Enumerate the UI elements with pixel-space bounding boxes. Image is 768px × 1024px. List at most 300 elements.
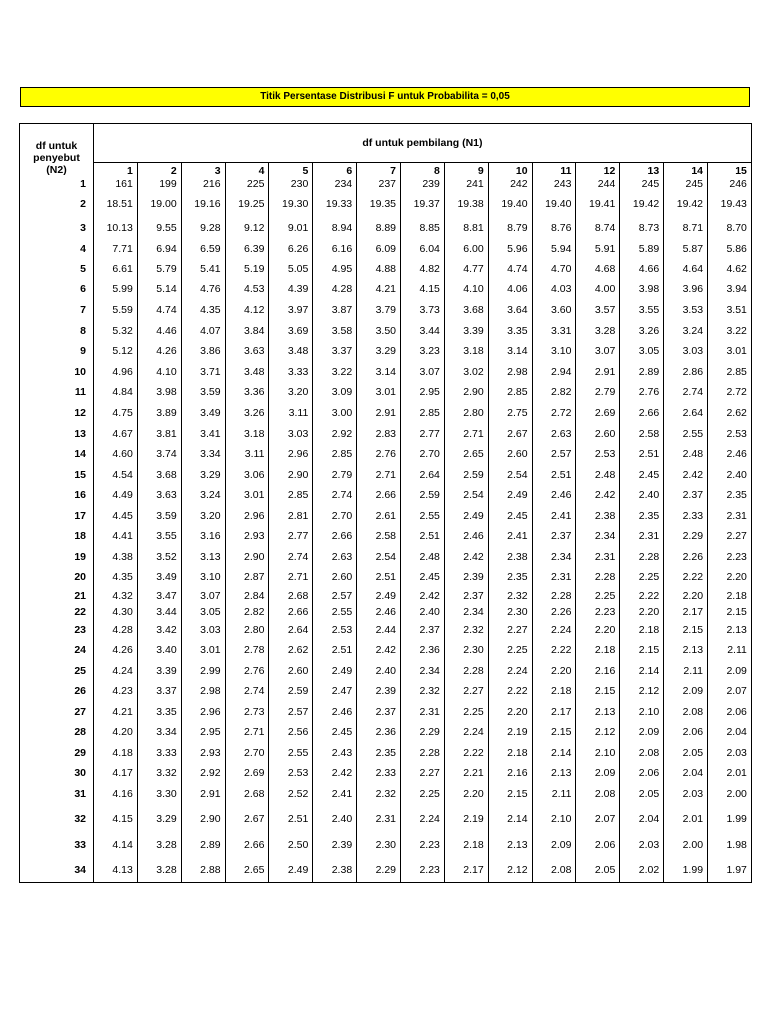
table-cell: 2.98 — [181, 681, 225, 701]
table-cell: 3.51 — [708, 299, 752, 320]
table-cell: 2.56 — [269, 722, 313, 742]
table-cell: 2.64 — [269, 620, 313, 640]
table-cell: 2.37 — [532, 526, 576, 546]
table-cell: 4.35 — [94, 567, 138, 587]
table-cell: 3.55 — [620, 299, 664, 320]
table-cell: 3.29 — [357, 341, 401, 361]
table-cell: 2.86 — [664, 361, 708, 382]
table-cell: 1.97 — [708, 858, 752, 882]
table-cell: 8.70 — [708, 218, 752, 238]
table-cell: 2.26 — [664, 546, 708, 567]
table-cell: 3.16 — [181, 526, 225, 546]
table-row — [20, 858, 752, 882]
table-cell: 2.74 — [225, 681, 269, 701]
table-cell: 5.79 — [137, 259, 181, 279]
table-cell: 2.46 — [708, 444, 752, 464]
row-label-n2: 10 — [20, 361, 94, 382]
table-cell: 6.61 — [94, 259, 138, 279]
table-cell: 2.79 — [576, 382, 620, 402]
table-cell: 2.00 — [664, 832, 708, 858]
table-cell: 2.35 — [708, 485, 752, 505]
table-cell: 2.24 — [532, 620, 576, 640]
table-cell: 4.74 — [488, 259, 532, 279]
table-cell: 3.39 — [137, 660, 181, 681]
table-cell: 2.41 — [313, 783, 357, 805]
table-cell: 2.32 — [488, 587, 532, 604]
table-cell: 2.45 — [488, 505, 532, 526]
table-cell: 2.19 — [488, 722, 532, 742]
table-cell: 3.06 — [225, 464, 269, 485]
table-cell: 2.45 — [401, 567, 445, 587]
table-cell: 2.10 — [576, 742, 620, 763]
table-cell: 2.47 — [313, 681, 357, 701]
table-cell: 2.85 — [269, 485, 313, 505]
table-cell: 2.64 — [401, 464, 445, 485]
table-cell: 2.11 — [708, 640, 752, 660]
table-cell: 2.25 — [576, 587, 620, 604]
table-cell: 4.35 — [181, 299, 225, 320]
table-cell: 2.53 — [708, 423, 752, 444]
table-cell: 3.07 — [576, 341, 620, 361]
table-cell: 2.24 — [488, 660, 532, 681]
table-cell: 2.10 — [532, 805, 576, 832]
table-cell: 2.38 — [313, 858, 357, 882]
table-row — [20, 620, 752, 640]
table-cell: 2.53 — [269, 763, 313, 783]
table-cell: 2.38 — [488, 546, 532, 567]
table-cell: 2.92 — [181, 763, 225, 783]
table-cell: 4.66 — [620, 259, 664, 279]
table-cell: 2.29 — [401, 722, 445, 742]
table-cell: 5.32 — [94, 320, 138, 341]
row-label-n2: 34 — [20, 858, 94, 882]
table-cell: 2.08 — [532, 858, 576, 882]
table-cell: 2.12 — [488, 858, 532, 882]
table-cell: 241 — [444, 177, 488, 190]
table-cell: 5.59 — [94, 299, 138, 320]
table-cell: 2.95 — [401, 382, 445, 402]
table-cell: 4.13 — [94, 858, 138, 882]
table-cell: 2.24 — [401, 805, 445, 832]
table-cell: 2.16 — [488, 763, 532, 783]
table-cell: 3.34 — [137, 722, 181, 742]
table-cell: 1.98 — [708, 832, 752, 858]
table-cell: 4.12 — [225, 299, 269, 320]
row-label-n2: 15 — [20, 464, 94, 485]
row-label-n2: 23 — [20, 620, 94, 640]
table-cell: 2.03 — [620, 832, 664, 858]
table-cell: 19.42 — [620, 190, 664, 218]
table-cell: 2.18 — [576, 640, 620, 660]
table-cell: 2.76 — [620, 382, 664, 402]
table-row — [20, 526, 752, 546]
table-cell: 3.09 — [313, 382, 357, 402]
table-cell: 2.46 — [313, 701, 357, 722]
table-cell: 8.89 — [357, 218, 401, 238]
table-cell: 2.31 — [620, 526, 664, 546]
table-cell: 2.04 — [664, 763, 708, 783]
table-cell: 8.76 — [532, 218, 576, 238]
table-row — [20, 464, 752, 485]
table-row — [20, 402, 752, 423]
table-cell: 2.02 — [620, 858, 664, 882]
table-cell: 2.80 — [225, 620, 269, 640]
table-cell: 2.00 — [708, 783, 752, 805]
table-cell: 3.64 — [488, 299, 532, 320]
table-row — [20, 505, 752, 526]
table-cell: 2.14 — [620, 660, 664, 681]
table-cell: 4.15 — [401, 279, 445, 299]
table-cell: 18.51 — [94, 190, 138, 218]
table-cell: 2.46 — [532, 485, 576, 505]
table-cell: 3.26 — [620, 320, 664, 341]
table-cell: 3.49 — [137, 567, 181, 587]
table-cell: 3.71 — [181, 361, 225, 382]
table-cell: 4.03 — [532, 279, 576, 299]
table-cell: 2.66 — [620, 402, 664, 423]
table-cell: 2.22 — [664, 567, 708, 587]
table-cell: 3.28 — [576, 320, 620, 341]
table-cell: 2.71 — [269, 567, 313, 587]
table-cell: 2.73 — [225, 701, 269, 722]
table-row — [20, 177, 752, 190]
table-cell: 3.49 — [181, 402, 225, 423]
table-cell: 2.15 — [576, 681, 620, 701]
table-cell: 2.68 — [225, 783, 269, 805]
table-cell: 2.08 — [620, 742, 664, 763]
table-cell: 2.23 — [401, 832, 445, 858]
table-cell: 2.28 — [401, 742, 445, 763]
row-label-n2: 14 — [20, 444, 94, 464]
table-cell: 2.27 — [444, 681, 488, 701]
table-cell: 2.12 — [620, 681, 664, 701]
row-label-n2: 21 — [20, 587, 94, 604]
table-cell: 3.60 — [532, 299, 576, 320]
table-cell: 2.06 — [620, 763, 664, 783]
table-cell: 4.70 — [532, 259, 576, 279]
table-cell: 2.07 — [576, 805, 620, 832]
table-cell: 2.45 — [620, 464, 664, 485]
table-cell: 2.60 — [488, 444, 532, 464]
table-row — [20, 832, 752, 858]
column-header-n1: 11 — [532, 163, 576, 178]
column-header-n1: 8 — [401, 163, 445, 178]
table-cell: 3.59 — [137, 505, 181, 526]
table-cell: 1.99 — [708, 805, 752, 832]
table-cell: 2.50 — [269, 832, 313, 858]
table-cell: 6.94 — [137, 238, 181, 259]
table-cell: 2.34 — [401, 660, 445, 681]
table-cell: 3.42 — [137, 620, 181, 640]
table-cell: 230 — [269, 177, 313, 190]
n2-header — [20, 124, 94, 178]
table-cell: 2.20 — [532, 660, 576, 681]
table-cell: 2.14 — [532, 742, 576, 763]
table-cell: 2.78 — [225, 640, 269, 660]
table-cell: 5.89 — [620, 238, 664, 259]
table-cell: 8.73 — [620, 218, 664, 238]
table-cell: 3.11 — [225, 444, 269, 464]
table-row — [20, 190, 752, 218]
table-cell: 2.15 — [708, 604, 752, 620]
table-cell: 3.28 — [137, 858, 181, 882]
table-cell: 5.12 — [94, 341, 138, 361]
table-cell: 2.62 — [708, 402, 752, 423]
table-cell: 3.94 — [708, 279, 752, 299]
table-row — [20, 320, 752, 341]
table-cell: 4.18 — [94, 742, 138, 763]
table-cell: 4.17 — [94, 763, 138, 783]
column-header-n1: 7 — [357, 163, 401, 178]
table-cell: 4.26 — [94, 640, 138, 660]
table-cell: 2.79 — [313, 464, 357, 485]
table-cell: 2.35 — [357, 742, 401, 763]
table-row — [20, 361, 752, 382]
table-cell: 3.37 — [137, 681, 181, 701]
table-cell: 2.89 — [181, 832, 225, 858]
table-cell: 2.37 — [444, 587, 488, 604]
table-cell: 3.13 — [181, 546, 225, 567]
table-cell: 2.49 — [444, 505, 488, 526]
column-header-n1: 5 — [269, 163, 313, 178]
column-header-n1: 9 — [444, 163, 488, 178]
table-cell: 2.13 — [532, 763, 576, 783]
table-cell: 2.39 — [444, 567, 488, 587]
table-cell: 2.09 — [620, 722, 664, 742]
table-cell: 5.94 — [532, 238, 576, 259]
table-cell: 245 — [664, 177, 708, 190]
table-cell: 2.65 — [444, 444, 488, 464]
table-cell: 2.20 — [708, 567, 752, 587]
table-cell: 3.36 — [225, 382, 269, 402]
table-cell: 4.16 — [94, 783, 138, 805]
table-cell: 3.20 — [269, 382, 313, 402]
table-cell: 3.74 — [137, 444, 181, 464]
table-cell: 2.28 — [444, 660, 488, 681]
table-cell: 2.70 — [401, 444, 445, 464]
table-cell: 2.05 — [664, 742, 708, 763]
table-cell: 19.43 — [708, 190, 752, 218]
table-cell: 4.20 — [94, 722, 138, 742]
table-cell: 2.30 — [444, 640, 488, 660]
column-header-n1: 6 — [313, 163, 357, 178]
table-cell: 2.49 — [313, 660, 357, 681]
table-cell: 3.87 — [313, 299, 357, 320]
table-cell: 3.59 — [181, 382, 225, 402]
table-cell: 2.20 — [444, 783, 488, 805]
table-cell: 2.80 — [444, 402, 488, 423]
table-cell: 5.86 — [708, 238, 752, 259]
table-cell: 3.10 — [532, 341, 576, 361]
table-cell: 2.24 — [444, 722, 488, 742]
table-cell: 19.42 — [664, 190, 708, 218]
table-cell: 2.22 — [444, 742, 488, 763]
table-cell: 4.67 — [94, 423, 138, 444]
table-cell: 2.66 — [269, 604, 313, 620]
table-cell: 2.42 — [444, 546, 488, 567]
table-cell: 3.79 — [357, 299, 401, 320]
table-cell: 2.06 — [576, 832, 620, 858]
table-cell: 2.08 — [664, 701, 708, 722]
table-cell: 4.74 — [137, 299, 181, 320]
table-cell: 2.13 — [664, 640, 708, 660]
table-cell: 2.42 — [664, 464, 708, 485]
table-cell: 2.25 — [620, 567, 664, 587]
table-cell: 5.05 — [269, 259, 313, 279]
table-cell: 5.41 — [181, 259, 225, 279]
table-cell: 2.82 — [225, 604, 269, 620]
table-cell: 8.94 — [313, 218, 357, 238]
table-cell: 2.31 — [401, 701, 445, 722]
table-cell: 4.21 — [94, 701, 138, 722]
table-cell: 3.01 — [181, 640, 225, 660]
table-cell: 2.66 — [357, 485, 401, 505]
table-cell: 3.14 — [357, 361, 401, 382]
table-cell: 2.21 — [444, 763, 488, 783]
table-cell: 3.11 — [269, 402, 313, 423]
table-cell: 6.26 — [269, 238, 313, 259]
table-row — [20, 485, 752, 505]
table-cell: 3.81 — [137, 423, 181, 444]
table-cell: 2.39 — [313, 832, 357, 858]
table-row — [20, 382, 752, 402]
table-cell: 2.59 — [401, 485, 445, 505]
table-cell: 3.20 — [181, 505, 225, 526]
table-cell: 2.06 — [664, 722, 708, 742]
table-cell: 2.98 — [488, 361, 532, 382]
table-cell: 4.10 — [137, 361, 181, 382]
table-cell: 2.57 — [532, 444, 576, 464]
table-cell: 2.18 — [620, 620, 664, 640]
table-cell: 2.77 — [269, 526, 313, 546]
table-cell: 2.09 — [532, 832, 576, 858]
table-cell: 2.65 — [225, 858, 269, 882]
table-cell: 19.33 — [313, 190, 357, 218]
table-cell: 3.33 — [269, 361, 313, 382]
table-cell: 2.66 — [313, 526, 357, 546]
table-cell: 2.01 — [664, 805, 708, 832]
table-cell: 2.25 — [444, 701, 488, 722]
row-label-n2: 6 — [20, 279, 94, 299]
table-cell: 2.55 — [664, 423, 708, 444]
table-cell: 2.35 — [488, 567, 532, 587]
table-cell: 4.53 — [225, 279, 269, 299]
table-cell: 2.93 — [181, 742, 225, 763]
table-cell: 5.14 — [137, 279, 181, 299]
table-cell: 2.77 — [401, 423, 445, 444]
n2-header-line: df untuk — [35, 140, 78, 152]
table-cell: 3.86 — [181, 341, 225, 361]
table-cell: 3.22 — [313, 361, 357, 382]
table-cell: 19.00 — [137, 190, 181, 218]
table-cell: 4.84 — [94, 382, 138, 402]
table-cell: 2.37 — [401, 620, 445, 640]
table-cell: 2.51 — [620, 444, 664, 464]
table-cell: 2.68 — [269, 587, 313, 604]
table-cell: 4.68 — [576, 259, 620, 279]
column-header-row — [20, 163, 752, 178]
table-cell: 2.29 — [664, 526, 708, 546]
table-cell: 3.96 — [664, 279, 708, 299]
table-cell: 2.60 — [313, 567, 357, 587]
table-cell: 4.54 — [94, 464, 138, 485]
table-cell: 3.44 — [137, 604, 181, 620]
table-cell: 2.09 — [576, 763, 620, 783]
table-cell: 3.07 — [401, 361, 445, 382]
row-label-n2: 4 — [20, 238, 94, 259]
table-cell: 4.21 — [357, 279, 401, 299]
table-cell: 4.38 — [94, 546, 138, 567]
table-cell: 2.38 — [576, 505, 620, 526]
table-cell: 2.03 — [664, 783, 708, 805]
table-row — [20, 681, 752, 701]
row-label-n2: 19 — [20, 546, 94, 567]
table-cell: 2.96 — [181, 701, 225, 722]
table-cell: 2.27 — [488, 620, 532, 640]
table-cell: 2.53 — [313, 620, 357, 640]
table-cell: 2.04 — [708, 722, 752, 742]
table-cell: 2.39 — [357, 681, 401, 701]
table-cell: 2.85 — [401, 402, 445, 423]
table-cell: 2.48 — [401, 546, 445, 567]
table-cell: 2.72 — [532, 402, 576, 423]
table-cell: 2.18 — [444, 832, 488, 858]
row-label-n2: 1 — [20, 177, 94, 190]
table-cell: 3.26 — [225, 402, 269, 423]
table-cell: 4.75 — [94, 402, 138, 423]
table-cell: 2.51 — [269, 805, 313, 832]
table-cell: 2.58 — [357, 526, 401, 546]
table-cell: 244 — [576, 177, 620, 190]
table-cell: 19.37 — [401, 190, 445, 218]
table-cell: 8.85 — [401, 218, 445, 238]
table-row — [20, 783, 752, 805]
table-cell: 2.45 — [313, 722, 357, 742]
row-label-n2: 25 — [20, 660, 94, 681]
table-cell: 2.16 — [576, 660, 620, 681]
table-cell: 4.14 — [94, 832, 138, 858]
table-cell: 161 — [94, 177, 138, 190]
row-label-n2: 30 — [20, 763, 94, 783]
table-cell: 2.62 — [269, 640, 313, 660]
table-cell: 4.64 — [664, 259, 708, 279]
table-cell: 2.28 — [576, 567, 620, 587]
table-cell: 3.01 — [357, 382, 401, 402]
table-row — [20, 763, 752, 783]
table-cell: 2.22 — [488, 681, 532, 701]
table-cell: 4.06 — [488, 279, 532, 299]
table-cell: 3.48 — [225, 361, 269, 382]
table-cell: 2.85 — [708, 361, 752, 382]
table-cell: 6.00 — [444, 238, 488, 259]
table-cell: 2.96 — [225, 505, 269, 526]
table-cell: 3.00 — [313, 402, 357, 423]
column-header-n1: 2 — [137, 163, 181, 178]
row-label-n2: 3 — [20, 218, 94, 238]
table-cell: 2.54 — [444, 485, 488, 505]
table-cell: 2.46 — [357, 604, 401, 620]
row-label-n2: 33 — [20, 832, 94, 858]
table-cell: 2.31 — [576, 546, 620, 567]
row-label-n2: 26 — [20, 681, 94, 701]
table-cell: 7.71 — [94, 238, 138, 259]
table-cell: 3.40 — [137, 640, 181, 660]
table-cell: 2.25 — [401, 783, 445, 805]
table-cell: 2.27 — [708, 526, 752, 546]
table-cell: 2.90 — [181, 805, 225, 832]
table-cell: 216 — [181, 177, 225, 190]
table-cell: 2.85 — [313, 444, 357, 464]
